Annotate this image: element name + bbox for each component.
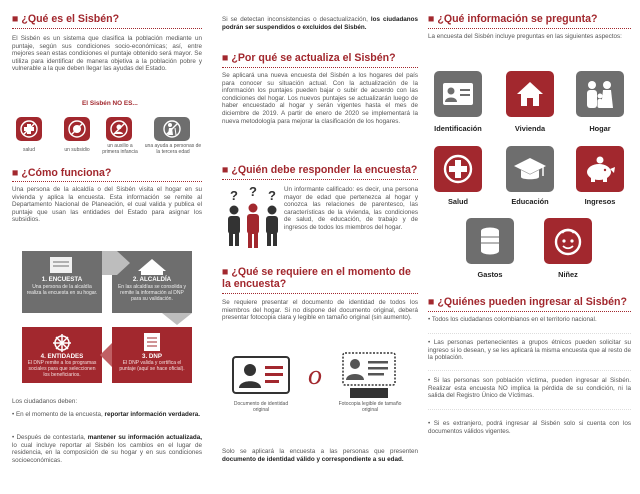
step-1-title: 1. ENCUESTA bbox=[41, 276, 83, 283]
heading-por-que-actualiza: ■ ¿Por qué se actualiza el Sisbén? bbox=[222, 52, 396, 64]
aspect-label: Hogar bbox=[589, 124, 611, 133]
heading-que-es: ■ ¿Qué es el Sisbén? bbox=[12, 13, 120, 25]
paragraph-que-es: El Sisbén es un sistema que clasifica la población mediante un puntaje, según sus condiciones socio-económicas; así, entre mejores sean estas condiciones el puntaje obtenido será mayor. Se utiliza para identificar de manera objetiva a la población pobre y vulnerable a la que deben llegar las ayudas del Estado. bbox=[12, 35, 202, 73]
step-3-title: 3. DNP bbox=[142, 353, 162, 360]
aspect-label: Educación bbox=[511, 197, 549, 206]
graduation-cap-icon bbox=[506, 146, 554, 192]
svg-text:?: ? bbox=[249, 186, 257, 199]
divider bbox=[428, 333, 631, 334]
svg-text:?: ? bbox=[230, 188, 238, 203]
heading-que-informacion: ■ ¿Qué información se pregunta? bbox=[428, 13, 598, 25]
process-diagram bbox=[12, 243, 202, 383]
paragraph-requiere: Se requiere presentar el documento de identidad de todos los miembros del hogar. Si no dispone del documento original, deberá presentar fotocopia clara y legible en tamaño original (sin aumento). bbox=[222, 299, 418, 322]
heading-que-requiere: ■ ¿Qué se requiere en el momento de la encuesta? bbox=[222, 266, 411, 290]
child-face-icon bbox=[544, 218, 592, 264]
divider bbox=[428, 370, 631, 371]
people-question-icon bbox=[224, 186, 282, 252]
divider bbox=[12, 181, 202, 182]
no-es-label: una ayuda a personas de la tercera edad bbox=[144, 143, 202, 155]
aspect-label: Ingresos bbox=[584, 197, 616, 206]
heading-quienes-ingresar: ■ ¿Quiénes pueden ingresar al Sisbén? bbox=[428, 296, 627, 308]
heading-como-funciona: ■ ¿Cómo funciona? bbox=[12, 167, 112, 179]
no-es-title: El Sisbén NO ES... bbox=[82, 100, 138, 107]
elderly-icon bbox=[154, 117, 190, 141]
no-es-label: un subsidio bbox=[64, 147, 90, 153]
step-1-text: Una persona de la alcaldía realiza la encuesta en su hogar. bbox=[26, 284, 98, 296]
aspect-label: Identificación bbox=[434, 124, 482, 133]
aspect-label: Gastos bbox=[477, 270, 503, 279]
id-card-icon bbox=[434, 71, 482, 117]
doc1-label: Documento de identidad original bbox=[233, 401, 289, 413]
divider bbox=[428, 311, 631, 312]
no-es-label: un auxilio a primera infancia bbox=[102, 143, 138, 155]
paragraph-inconsistencias: Si se detectan inconsistencias o desactualización, los ciudadanos podrán ser suspendidos o excluidos del Sisbén. bbox=[222, 16, 418, 31]
paragraph-aspectos: La encuesta del Sisbén incluye preguntas en las siguientes aspectos: bbox=[428, 33, 622, 40]
divider bbox=[222, 293, 418, 294]
ingresar-item: • Si las personas son población víctima, pueden ingresar al Sisbén. Realizar esta encuesta NO implica la pérdida de su condición, ni la salida del Registro Único de Víctimas. bbox=[428, 377, 631, 400]
deben-item-1: • En el momento de la encuesta, reportar información verdadera. bbox=[12, 411, 201, 418]
svg-text:?: ? bbox=[268, 188, 276, 203]
piggy-bank-icon bbox=[576, 146, 624, 192]
paragraph-solo-se-aplicara: Solo se aplicará la encuesta a las personas que presenten documento de identidad válido y correspondiente a su edad. bbox=[222, 448, 418, 463]
photocopy-icon bbox=[340, 352, 398, 405]
house-icon bbox=[506, 71, 554, 117]
coins-icon bbox=[466, 218, 514, 264]
health-icon bbox=[16, 117, 42, 141]
ingresar-item: • Las personas pertenecientes a grupos étnicos pueden solicitar su ingreso si lo desean, y se les aplicará la misma encuesta que al resto de la población. bbox=[428, 339, 631, 362]
ingresar-item: • Todos los ciudadanos colombianos en el territorio nacional. bbox=[428, 316, 597, 323]
no-es-row bbox=[12, 112, 202, 162]
ingresar-item: • Si es extranjero, podrá ingresar al Sisbén solo si cuenta con los documentos válidos vigentes. bbox=[428, 420, 631, 435]
divider bbox=[428, 28, 631, 29]
health-cross-icon bbox=[434, 146, 482, 192]
aspect-label: Vivienda bbox=[514, 124, 546, 133]
infancy-icon bbox=[106, 117, 132, 141]
or-label: o bbox=[308, 360, 322, 391]
step-2-title: 2. ALCALDÍA bbox=[132, 276, 172, 283]
family-icon bbox=[576, 71, 624, 117]
deben-item-2: • Después de contestarla, mantener su información actualizada, lo cual incluye reportar al Sisbén los cambios en el lugar de residencia, en la composición de su hogar y en sus condiciones socioeconómicas. bbox=[12, 434, 202, 464]
doc2-label: Fotocopia legible de tamaño original bbox=[338, 401, 402, 413]
divider bbox=[428, 409, 631, 410]
paragraph-actualiza: Se aplicará una nueva encuesta del Sisbén a los hogares del país para conocer su situación actual. Con la actualización de la información los puntajes pueden bajar o subir de acuerdo con las condiciones del hogar. Los nuevos puntajes se actualizarán luego de haber encuestado al hogar y serán vigentes hasta el mes de diciembre de 2019. A partir de enero de 2020 se implementará la nueva metodología para mejorar la clasificación de los hogares. bbox=[222, 72, 418, 125]
no-es-label: salud bbox=[23, 147, 35, 153]
paragraph-informante: Un informante calificado: es decir, una persona mayor de edad que pertenezca al hogar y conozca las relaciones de parentesco, las características de la vivienda, las condiciones de salud, de educación, de trabajo y de ingresos de todos los miembros del hogar. bbox=[284, 186, 418, 231]
divider bbox=[12, 28, 202, 29]
paragraph-como-funciona: Una persona de la alcaldía o del Sisbén visita el hogar en su vivienda y aplica la encuesta. Esta información se remite al Departamento Nacional de Planeación, el cual valida y publica el puntaje que usan las entidades del Estado para asignar los subsidios. bbox=[12, 186, 202, 224]
divider bbox=[222, 179, 418, 180]
id-card-icon bbox=[232, 356, 290, 399]
divider bbox=[222, 67, 418, 68]
step-4-text: El DNP remite a los programas sociales para que seleccionen los beneficiarios. bbox=[27, 360, 97, 378]
deben-intro: Los ciudadanos deben: bbox=[12, 398, 78, 405]
aspect-label: Niñez bbox=[558, 270, 578, 279]
heading-quien-responde: ■ ¿Quién debe responder la encuesta? bbox=[222, 164, 418, 176]
subsidy-icon bbox=[64, 117, 90, 141]
step-3-text: El DNP valida y certifica el puntaje (aquí se hace oficial). bbox=[119, 360, 185, 372]
step-2-text: En las alcaldías se consolida y remite la información al DNP para su validación. bbox=[117, 284, 187, 302]
aspect-label: Salud bbox=[447, 197, 469, 206]
step-4-title: 4. ENTIDADES bbox=[40, 353, 84, 360]
